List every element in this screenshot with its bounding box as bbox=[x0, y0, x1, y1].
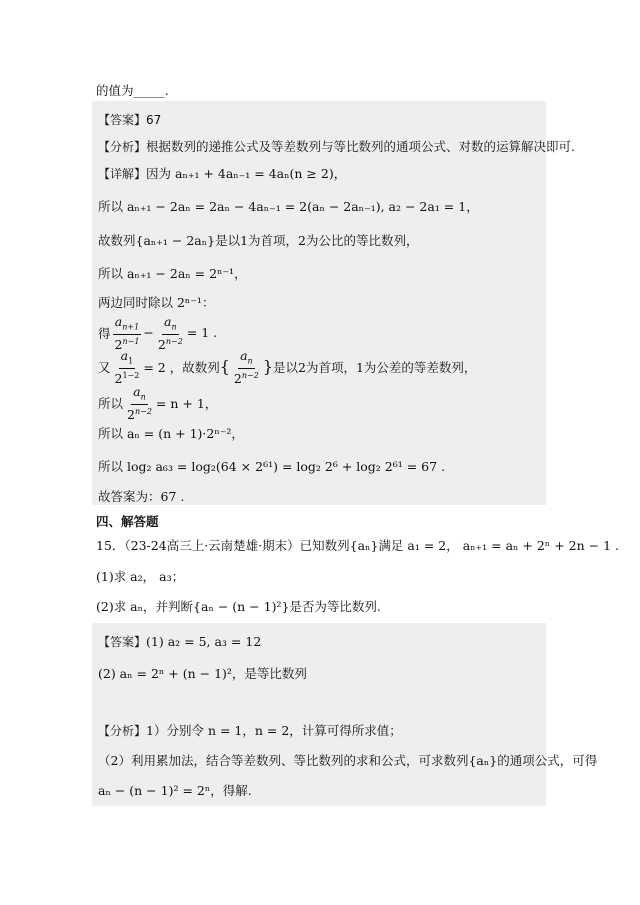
question-15-stem: 15．（23-24高三上·云南楚雄·期末）已知数列{aₙ}满足 a₁ = 2， aₙ₊₁ = aₙ + 2ⁿ + 2n − 1 . bbox=[96, 538, 619, 553]
detail-line-5: 两边同时除以 2ⁿ⁻¹： bbox=[98, 295, 215, 310]
detail-line-6-prefix: 得 bbox=[98, 325, 111, 341]
analysis2-line-2: （2）利用累加法，结合等差数列、等比数列的求和公式，可求数列{aₙ}的通项公式，可得 bbox=[98, 753, 598, 768]
detail-line-8-suffix: = n + 1， bbox=[155, 395, 218, 411]
analysis2-line-1 bbox=[98, 721, 402, 739]
detail-line-1 bbox=[98, 164, 346, 182]
analysis-tag: 【分析】 bbox=[98, 140, 147, 154]
previous-question-tail: 的值为_____. bbox=[96, 83, 169, 98]
analysis-line bbox=[98, 137, 575, 155]
answer2-line-1 bbox=[98, 633, 261, 650]
question-15-part-1: (1)求 a₂， a₃； bbox=[96, 569, 185, 584]
detail-line-7-suffix: 是以2为首项，1为公差的等差数列， bbox=[273, 359, 477, 375]
detail-line-2: 所以 aₙ₊₁ − 2aₙ = 2aₙ − 4aₙ₋₁ = 2(aₙ − 2aₙ₋₁), a₂ − 2a₁ = 1， bbox=[98, 199, 479, 214]
detail-line-10: 所以 log₂ a₆₃ = log₂(64 × 2⁶¹) = log₂ 2⁶ + log₂ 2⁶¹ = 67 . bbox=[98, 459, 446, 474]
detail-line-11: 故答案为：67 . bbox=[98, 489, 185, 504]
answer2-part-1: (1) a₂ = 5, a₃ = 12 bbox=[146, 634, 262, 649]
analysis2-text-1: 1）分别令 n = 1，n = 2，计算可得所求值； bbox=[146, 723, 402, 738]
detail-text-1: 因为 aₙ₊₁ + 4aₙ₋₁ = 4aₙ(n ≥ 2)， bbox=[146, 166, 347, 181]
fraction-a-n1-over-2n1: $\frac{a_{n+1}}{2^{n-1}}$ bbox=[114, 314, 140, 352]
fraction-a-n-over-2n2: $\frac{a_n}{2^{n-2}}$ bbox=[157, 314, 183, 352]
answer2-tag: 【答案】 bbox=[98, 635, 147, 649]
answer2-part-2: (2) aₙ = 2ⁿ + (n − 1)²，是等比数列 bbox=[98, 666, 307, 681]
detail-line-8-prefix: 所以 bbox=[98, 395, 124, 411]
detail-line-6-suffix: = 1 . bbox=[186, 325, 218, 341]
detail-line-8 bbox=[98, 385, 217, 421]
fraction-a1-over-2: $\frac{a_1}{2^{1-2}}$ bbox=[114, 348, 140, 386]
detail-line-9: 所以 aₙ = (n + 1)·2ⁿ⁻²， bbox=[98, 426, 244, 441]
detail-line-4: 所以 aₙ₊₁ − 2aₙ = 2ⁿ⁻¹， bbox=[98, 266, 247, 281]
section-title: 四、解答题 bbox=[96, 514, 159, 529]
detail-line-7: 又 $\frac{a_1}{2^{1-2}}$ = 2 ，故数列 { $\frac{a_n}{2^{n-2}}$ } 是以2为首项，1为公差的等差数列， bbox=[98, 348, 477, 386]
analysis-text: 根据数列的递推公式及等差数列与等比数列的通项公式、对数的运算解决即可. bbox=[146, 139, 575, 154]
answer-line bbox=[98, 111, 161, 128]
analysis2-tag: 【分析】 bbox=[98, 724, 147, 738]
detail-tag: 【详解】 bbox=[98, 167, 147, 181]
fraction-an-over-2n2-result: $\frac{a_n}{2^{n-2}}$ bbox=[127, 384, 152, 422]
solution-box-15 bbox=[92, 623, 546, 806]
question-15-part-2: (2)求 aₙ，并判断{aₙ − (n − 1)²}是否为等比数列. bbox=[96, 599, 381, 614]
detail-line-7-prefix: 又 bbox=[98, 359, 111, 375]
answer-value: 67 bbox=[146, 113, 162, 127]
detail-line-6: 得 $\frac{a_{n+1}}{2^{n-1}}$ − $\frac{a_n}{2^{n-2}}$ = 1 . bbox=[98, 314, 218, 352]
answer-tag: 【答案】 bbox=[98, 113, 147, 127]
fraction-an-over-2n2-seq: $\frac{a_n}{2^{n-2}}$ bbox=[233, 348, 259, 386]
detail-line-7-middle: = 2 ，故数列 bbox=[143, 359, 220, 375]
detail-line-3: 故数列{aₙ₊₁ − 2aₙ}是以1为首项，2为公比的等比数列， bbox=[98, 233, 419, 248]
analysis2-line-3: aₙ − (n − 1)² = 2ⁿ，得解. bbox=[98, 783, 252, 798]
